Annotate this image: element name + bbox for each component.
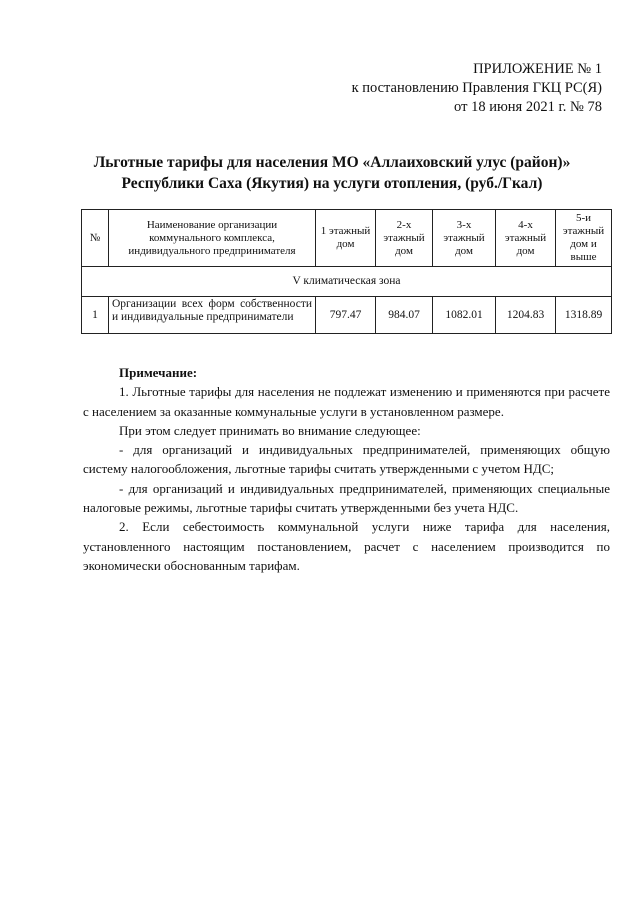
title-line-1: Льготные тарифы для населения МО «Аллаиховский улус (район)» (93, 154, 571, 171)
appendix-date: от 18 июня 2021 г. № 78 (454, 99, 602, 115)
climate-zone-label: V климатическая зона (82, 267, 612, 297)
notes-title: Примечание: (119, 365, 198, 380)
header-number: № (82, 210, 109, 267)
tariff-1-floor: 797.47 (316, 297, 376, 334)
header-2-floor: 2-х этажный дом (376, 210, 433, 267)
appendix-number: ПРИЛОЖЕНИЕ № 1 (473, 61, 602, 77)
note-paragraph-5: 2. Если себестоимость коммунальной услуги ниже тарифа для населения, установленного настоящим постановлением, расчет с населением производится по экономически обоснованным тарифам. (83, 519, 610, 573)
appendix-header (352, 60, 602, 117)
tariff-2-floor: 984.07 (376, 297, 433, 334)
header-1-floor: 1 этажный дом (316, 210, 376, 267)
note-paragraph-2: При этом следует принимать во внимание следующее: (119, 422, 421, 438)
tariff-3-floor: 1082.01 (433, 297, 496, 334)
appendix-resolution: к постановлению Правления ГКЦ РС(Я) (351, 80, 602, 96)
note-paragraph-3: - для организаций и индивидуальных предпринимателей, применяющих общую систему налогообложения, льготные тарифы считать утвержденными с учетом НДС; (83, 442, 610, 477)
row-organization: Организации всех форм собственности и индивидуальные предприниматели (109, 297, 316, 334)
document-title (82, 152, 582, 194)
header-5-floor: 5-и этажный дом и выше (556, 210, 612, 267)
tariff-5-floor: 1318.89 (556, 297, 612, 334)
table-header-row (82, 210, 612, 267)
climate-zone-row (82, 267, 612, 297)
notes-section (83, 363, 610, 575)
tariff-table (81, 209, 612, 334)
header-organization: Наименование организации коммунального комплекса, индивидуального предпринимателя (109, 210, 316, 267)
table-row (82, 297, 612, 334)
header-3-floor: 3-х этажный дом (433, 210, 496, 267)
row-number: 1 (82, 297, 109, 334)
title-line-2: Республики Саха (Якутия) на услуги отопления, (руб./Гкал) (121, 175, 543, 192)
tariff-4-floor: 1204.83 (496, 297, 556, 334)
header-4-floor: 4-х этажный дом (496, 210, 556, 267)
note-paragraph-1: 1. Льготные тарифы для населения не подлежат изменению и применяются при расчете с населением за оказанные коммунальные услуги в установленном размере. (83, 384, 610, 419)
note-paragraph-4: - для организаций и индивидуальных предпринимателей, применяющих специальные налоговые режимы, льготные тарифы считать утвержденными без учета НДС. (83, 480, 610, 516)
